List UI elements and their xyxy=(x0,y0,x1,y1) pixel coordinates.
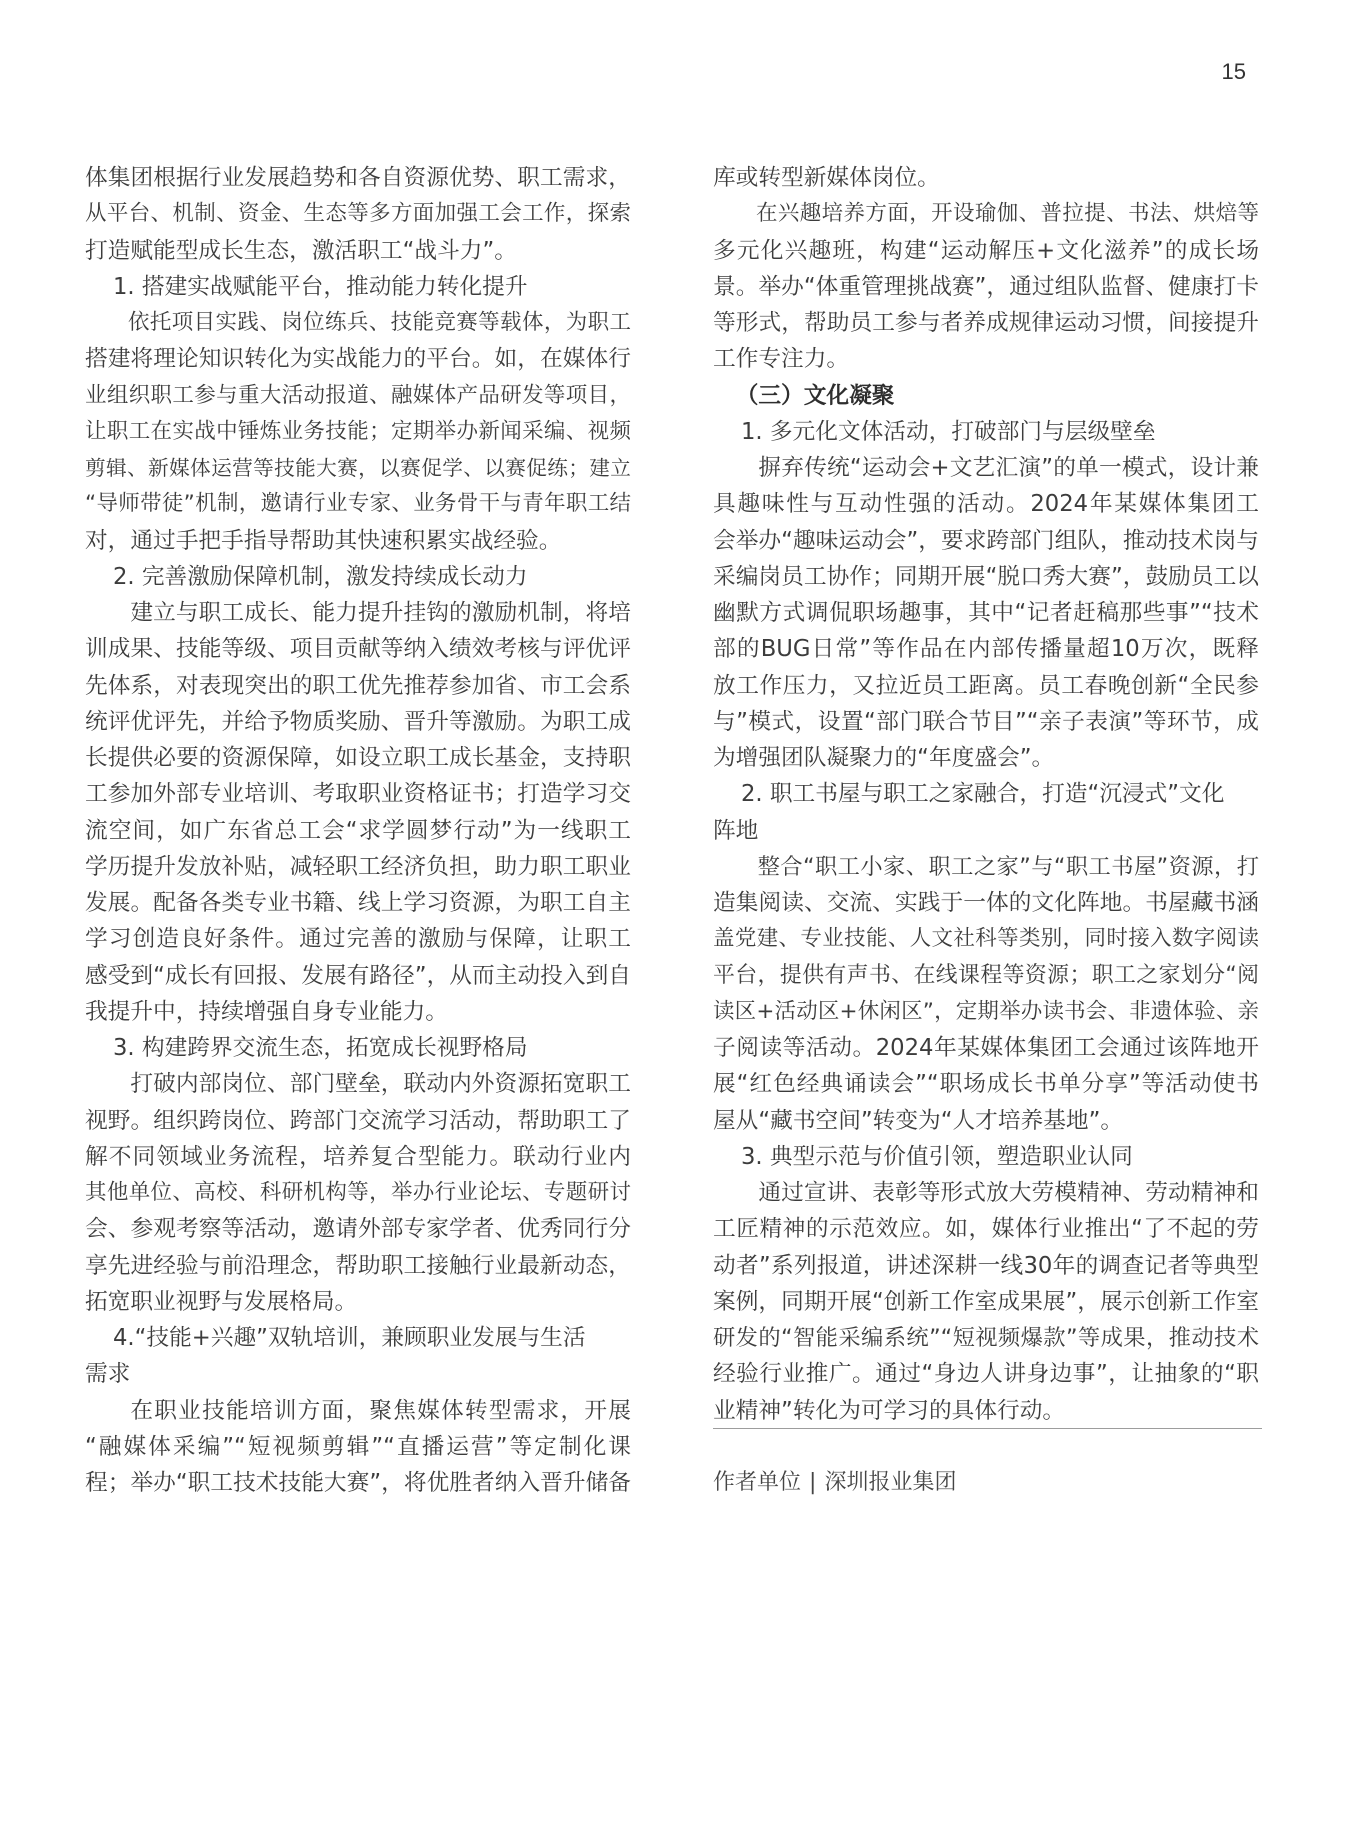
page-number: 15 xyxy=(1221,59,1246,84)
footer-rule xyxy=(713,1428,1262,1429)
text-line: 流空间，如广东省总工会“求学圆梦行动”为一线职工 xyxy=(85,817,631,844)
paragraph xyxy=(85,305,631,559)
subheading-text: 阵地 xyxy=(713,817,759,844)
text-line: 打破内部岗位、部门壁垒，联动内外资源拓宽职工 xyxy=(130,1071,631,1098)
text-line: 放工作压力，又拉近员工距离。员工春晚创新“全民参 xyxy=(713,672,1259,699)
subheading xyxy=(713,414,1259,450)
text-line: 对，通过手把手指导帮助其快速积累实战经验。 xyxy=(85,527,562,554)
text-line: 我提升中，持续增强自身专业能力。 xyxy=(85,998,448,1025)
text-line: 整合“职工小家、职工之家”与“职工书屋”资源，打 xyxy=(757,853,1259,880)
subheading-text: 1. 多元化文体活动，打破部门与层级壁垒 xyxy=(741,418,1156,445)
subheading xyxy=(85,269,631,305)
text-line: 造集阅读、交流、实践于一体的文化阵地。书屋藏书涵 xyxy=(713,890,1259,916)
text-line: 发展。配备各类专业书籍、线上学习资源，为职工自主 xyxy=(85,890,631,916)
text-line: 等形式，帮助员工参与者养成规律运动习惯，间接提升 xyxy=(713,310,1259,336)
paragraph xyxy=(713,196,1259,377)
article-column-left xyxy=(85,160,631,1501)
paragraph xyxy=(713,450,1259,776)
author-label: 作者单位 xyxy=(713,1470,802,1495)
subheading xyxy=(85,1030,631,1066)
text-line: 让职工在实战中锤炼业务技能；定期举办新闻采编、视频 xyxy=(85,418,631,444)
text-line: 动者”系列报道，讲述深耕一线30年的调查记者等典型 xyxy=(713,1252,1259,1279)
text-line: 库或转型新媒体岗位。 xyxy=(713,165,940,191)
text-line: 通过宣讲、表彰等形式放大劳模精神、劳动精神和 xyxy=(758,1180,1259,1206)
paragraph xyxy=(713,1175,1259,1429)
text-line: 训成果、技能等级、项目贡献等纳入绩效考核与评优评 xyxy=(85,636,631,663)
text-line: 在兴趣培养方面，开设瑜伽、普拉提、书法、烘焙等 xyxy=(756,201,1259,227)
text-line: 享先进经验与前沿理念，帮助职工接触行业最新动态， xyxy=(85,1252,631,1279)
text-line: 子阅读等活动。2024年某媒体集团工会通过该阵地开 xyxy=(713,1035,1259,1061)
text-line: 经验行业推广。通过“身边人讲身边事”，让抽象的“职 xyxy=(713,1361,1259,1388)
paragraph xyxy=(85,160,631,269)
text-line: 其他单位、高校、科研机构等，举办行业论坛、专题研讨 xyxy=(85,1180,631,1205)
subheading-text: 3. 构建跨界交流生态，拓宽成长视野格局 xyxy=(113,1035,528,1061)
subheading xyxy=(713,776,1259,849)
text-line: 工参加外部专业培训、考取职业资格证书；打造学习交 xyxy=(85,781,631,808)
article-column-right xyxy=(713,160,1259,1429)
subheading xyxy=(713,1139,1259,1175)
text-line: 业精神”转化为可学习的具体行动。 xyxy=(713,1397,1066,1424)
text-line: 在职业技能培训方面，聚焦媒体转型需求，开展 xyxy=(130,1397,631,1424)
subheading xyxy=(85,1320,631,1393)
text-line: 幽默方式调侃职场趣事，其中“记者赶稿那些事”“技术 xyxy=(713,600,1259,626)
text-line: 屋从“藏书空间”转变为“人才培养基地”。 xyxy=(713,1107,1124,1134)
text-line: 景。举办“体重管理挑战赛”，通过组队监督、健康打卡 xyxy=(713,273,1259,300)
text-line: 长提供必要的资源保障，如设立职工成长基金，支持职 xyxy=(85,745,631,771)
text-line: 采编岗员工协作；同期开展“脱口秀大赛”，鼓励员工以 xyxy=(713,563,1259,590)
text-line: 多元化兴趣班，构建“运动解压+文化滋养”的成长场 xyxy=(713,237,1259,264)
text-line: 先体系，对表现突出的职工优先推荐参加省、市工会系 xyxy=(85,672,631,699)
subheading-text: 4.“技能+兴趣”双轨培训，兼顾职业发展与生活 xyxy=(113,1325,586,1351)
text-line: 剪辑、新媒体运营等技能大赛，以赛促学、以赛促练；建立 xyxy=(85,456,631,480)
text-line: 与”模式，设置“部门联合节目”“亲子表演”等环节，成 xyxy=(713,708,1259,735)
paragraph xyxy=(85,595,631,1030)
subheading xyxy=(85,559,631,595)
paragraph xyxy=(85,1066,631,1320)
text-line: 搭建将理论知识转化为实战能力的平台。如，在媒体行 xyxy=(85,346,631,373)
text-line: 为增强团队凝聚力的“年度盛会”。 xyxy=(713,745,1055,771)
text-line: 建立与职工成长、能力提升挂钩的激励机制，将培 xyxy=(130,600,631,626)
text-line: 打造赋能型成长生态，激活职工“战斗力”。 xyxy=(85,237,517,264)
text-line: 会举办“趣味运动会”，要求跨部门组队，推动技术岗与 xyxy=(713,527,1259,554)
author-separator: | xyxy=(809,1470,817,1495)
text-line: 平台，提供有声书、在线课程等资源；职工之家划分“阅 xyxy=(713,962,1259,988)
text-line: 视野。组织跨岗位、跨部门交流学习活动，帮助职工了 xyxy=(85,1107,631,1134)
subheading-text: 需求 xyxy=(85,1361,131,1388)
subheading-text: 1. 搭建实战赋能平台，推动能力转化提升 xyxy=(113,273,528,300)
text-line: 研发的“智能采编系统”“短视频爆款”等成果，推动技术 xyxy=(713,1325,1259,1351)
text-line: 学习创造良好条件。通过完善的激励与保障，让职工 xyxy=(85,926,631,953)
text-line: “融媒体采编”“短视频剪辑”“直播运营”等定制化课 xyxy=(85,1433,631,1460)
text-line: 摒弃传统“运动会+文艺汇演”的单一模式，设计兼 xyxy=(758,455,1259,481)
subheading-text: 2. 完善激励保障机制，激发持续成长动力 xyxy=(113,563,528,590)
text-line: 工匠精神的示范效应。如，媒体行业推出“了不起的劳 xyxy=(713,1216,1259,1243)
text-line: 会、参观考察等活动，邀请外部专家学者、优秀同行分 xyxy=(85,1216,631,1243)
text-line: 解不同领域业务流程，培养复合型能力。联动行业内 xyxy=(85,1143,631,1170)
text-line: 案例，同期开展“创新工作室成果展”，展示创新工作室 xyxy=(713,1288,1259,1315)
text-line: 具趣味性与互动性强的活动。2024年某媒体集团工 xyxy=(713,491,1259,518)
paragraph xyxy=(713,849,1259,1139)
text-line: 统评优评先，并给予物质奖励、晋升等激励。为职工成 xyxy=(85,708,631,735)
section-heading xyxy=(713,378,1259,414)
text-line: 拓宽职业视野与发展格局。 xyxy=(85,1288,358,1315)
text-line: 体集团根据行业发展趋势和各自资源优势、职工需求， xyxy=(85,165,631,191)
text-line: 部的BUG日常”等作品在内部传播量超10万次，既释 xyxy=(713,636,1259,663)
text-line: 依托项目实践、岗位练兵、技能竞赛等载体，为职工 xyxy=(128,310,631,335)
text-line: “导师带徒”机制，邀请行业专家、业务骨干与青年职工结 xyxy=(85,491,631,517)
paragraph xyxy=(713,160,1259,196)
text-line: 工作专注力。 xyxy=(713,346,850,373)
text-line: 读区+活动区+休闲区”，定期举办读书会、非遗体验、亲 xyxy=(713,998,1259,1024)
text-line: 展“红色经典诵读会”“职场成长书单分享”等活动使书 xyxy=(713,1071,1259,1098)
text-line: 感受到“成长有回报、发展有路径”，从而主动投入到自 xyxy=(85,962,631,989)
subheading-text: 2. 职工书屋与职工之家融合，打造“沉浸式”文化 xyxy=(741,781,1225,808)
subheading-text: 3. 典型示范与价值引领，塑造职业认同 xyxy=(741,1143,1133,1170)
section-heading-text: （三）文化凝聚 xyxy=(735,382,895,409)
author-affiliation: 深圳报业集团 xyxy=(824,1470,957,1495)
text-line: 程；举办“职工技术技能大赛”，将优胜者纳入晋升储备 xyxy=(85,1470,631,1496)
paragraph xyxy=(85,1393,631,1502)
text-line: 业组织职工参与重大活动报道、融媒体产品研发等项目， xyxy=(85,382,631,408)
text-line: 盖党建、专业技能、人文社科等类别，同时接入数字阅读 xyxy=(713,926,1259,952)
author-credit xyxy=(713,1465,1262,1501)
text-line: 学历提升发放补贴，减轻职工经济负担，助力职工职业 xyxy=(85,853,631,880)
text-line: 从平台、机制、资金、生态等多方面加强工会工作，探索 xyxy=(85,201,631,227)
